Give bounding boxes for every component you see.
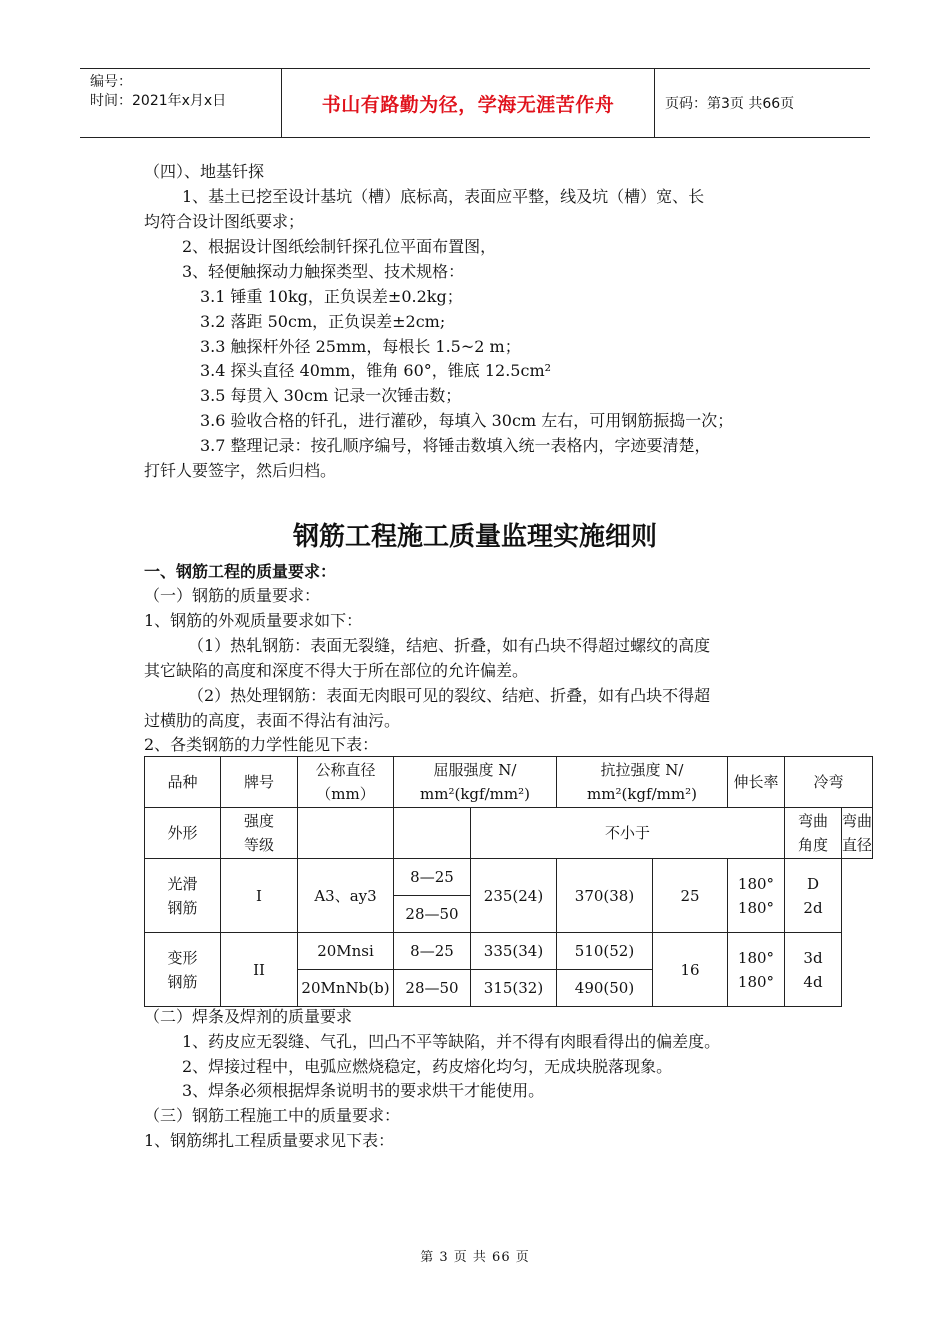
header-cell: 强度 等级	[221, 808, 298, 859]
header-cell: 外形	[145, 808, 221, 859]
heat-treated-a: （2）热处理钢筋：表面无肉眼可见的裂纹、结疤、折叠，如有凸块不得超	[188, 686, 711, 705]
table-cell: 8—25	[394, 933, 471, 970]
page-header	[80, 68, 870, 138]
header-cell: 抗拉强度 N/ mm²(kgf/mm²)	[557, 757, 728, 808]
part2-p3: 3、焊条必须根据焊条说明书的要求烘干才能使用。	[182, 1081, 545, 1100]
table-cell: A3、ay3	[298, 859, 394, 933]
part1-sub1: （一）钢筋的质量要求：	[144, 586, 321, 605]
table-cell: 180° 180°	[728, 933, 785, 1007]
part3-p1: 1、钢筋绑扎工程质量要求见下表：	[144, 1131, 395, 1150]
header-page-info: 页码：第3页 共66页	[665, 96, 795, 112]
table-cell: 335(34)	[471, 933, 557, 970]
heat-treated-b: 过横肋的高度，表面不得沾有油污。	[144, 711, 401, 730]
table-cell: 8—25	[394, 859, 471, 896]
rebar-properties-table	[144, 756, 873, 1007]
table-cell	[394, 808, 471, 859]
table-cell: 510(52)	[557, 933, 653, 970]
part3-heading: （三）钢筋工程施工中的质量要求：	[144, 1106, 401, 1125]
spec-3-5: 3.5 每贯入 30cm 记录一次锤击数；	[200, 386, 462, 405]
table-row	[145, 757, 873, 808]
table-cell: 235(24)	[471, 859, 557, 933]
part1-heading: 一、钢筋工程的质量要求：	[144, 562, 337, 581]
header-motto: 书山有路勤为径，学海无涯苦作舟	[282, 69, 655, 137]
hot-rolled-a: （1）热轧钢筋：表面无裂缝，结疤、折叠，如有凸块不得超过螺纹的高度	[188, 636, 711, 655]
table-cell: 315(32)	[471, 970, 557, 1007]
table-cell: D 2d	[785, 859, 842, 933]
header-cell: 冷弯	[785, 757, 873, 808]
header-cell: 公称直径 （mm）	[298, 757, 394, 808]
section4-p1b: 均符合设计图纸要求；	[144, 212, 305, 231]
table-row	[145, 859, 873, 896]
hot-rolled-b: 其它缺陷的高度和深度不得大于所在部位的允许偏差。	[144, 661, 529, 680]
section4-p3: 3、轻便触探动力触探类型、技术规格：	[182, 262, 465, 281]
part1-item1: 1、钢筋的外观质量要求如下：	[144, 611, 363, 630]
spec-3-4: 3.4 探头直径 40mm，锥角 60°，锥底 12.5cm²	[200, 361, 552, 380]
table-cell: 180° 180°	[728, 859, 785, 933]
part2-p1: 1、药皮应无裂缝、气孔，凹凸不平等缺陷，并不得有肉眼看得出的偏差度。	[182, 1032, 721, 1051]
spec-3-6: 3.6 验收合格的钎孔，进行灌砂，每填入 30cm 左右，可用钢筋振捣一次；	[200, 411, 734, 430]
header-cell: 不小于	[471, 808, 785, 859]
table-cell	[298, 808, 394, 859]
header-cell: 牌号	[221, 757, 298, 808]
table-cell: 490(50)	[557, 970, 653, 1007]
section4-p2: 2、根据设计图纸绘制钎探孔位平面布置图，	[182, 237, 497, 256]
part2-heading: （二）焊条及焊剂的质量要求	[144, 1007, 353, 1026]
spec-3-3: 3.3 触探杆外径 25mm，每根长 1.5~2 m；	[200, 337, 521, 356]
time-label: 时间：2021年x月x日	[90, 93, 227, 109]
table-row	[145, 808, 873, 859]
table-cell: 变形 钢筋	[145, 933, 221, 1007]
header-meta	[80, 69, 282, 137]
table-cell: 20MnNb(b)	[298, 970, 394, 1007]
part1-item2: 2、各类钢筋的力学性能见下表：	[144, 735, 379, 754]
page-footer: 第 3 页 共 66 页	[420, 1250, 530, 1265]
section4-heading: （四）、地基钎探	[144, 162, 265, 181]
part2-p2: 2、焊接过程中，电弧应燃烧稳定，药皮熔化均匀，无成块脱落现象。	[182, 1057, 673, 1076]
code-label: 编号：	[90, 74, 132, 90]
header-cell: 伸长率	[728, 757, 785, 808]
table-cell: 28—50	[394, 970, 471, 1007]
table-cell: 20Mnsi	[298, 933, 394, 970]
table-cell: 25	[653, 859, 728, 933]
table-row	[145, 933, 873, 970]
table-cell: 光滑 钢筋	[145, 859, 221, 933]
spec-3-7a: 3.7 整理记录：按孔顺序编号，将锤击数填入统一表格内，字迹要清楚，	[200, 436, 711, 455]
section4-p1a: 1、基土已挖至设计基坑（槽）底标高，表面应平整，线及坑（槽）宽、长	[182, 187, 705, 206]
table-cell: 16	[653, 933, 728, 1007]
table-cell: I	[221, 859, 298, 933]
table-cell: 3d 4d	[785, 933, 842, 1007]
spec-3-2: 3.2 落距 50cm，正负误差±2cm;	[200, 312, 446, 331]
table-cell: 28—50	[394, 896, 471, 933]
header-cell: 弯曲 直径	[842, 808, 873, 859]
table-cell: 370(38)	[557, 859, 653, 933]
spec-3-1: 3.1 锤重 10kg，正负误差±0.2kg；	[200, 287, 463, 306]
header-cell: 品种	[145, 757, 221, 808]
header-cell: 弯曲 角度	[785, 808, 842, 859]
main-title: 钢筋工程施工质量监理实施细则	[292, 522, 657, 552]
spec-3-7b: 打钎人要签字，然后归档。	[144, 461, 337, 480]
table-cell: II	[221, 933, 298, 1007]
header-cell: 屈服强度 N/ mm²(kgf/mm²)	[394, 757, 557, 808]
